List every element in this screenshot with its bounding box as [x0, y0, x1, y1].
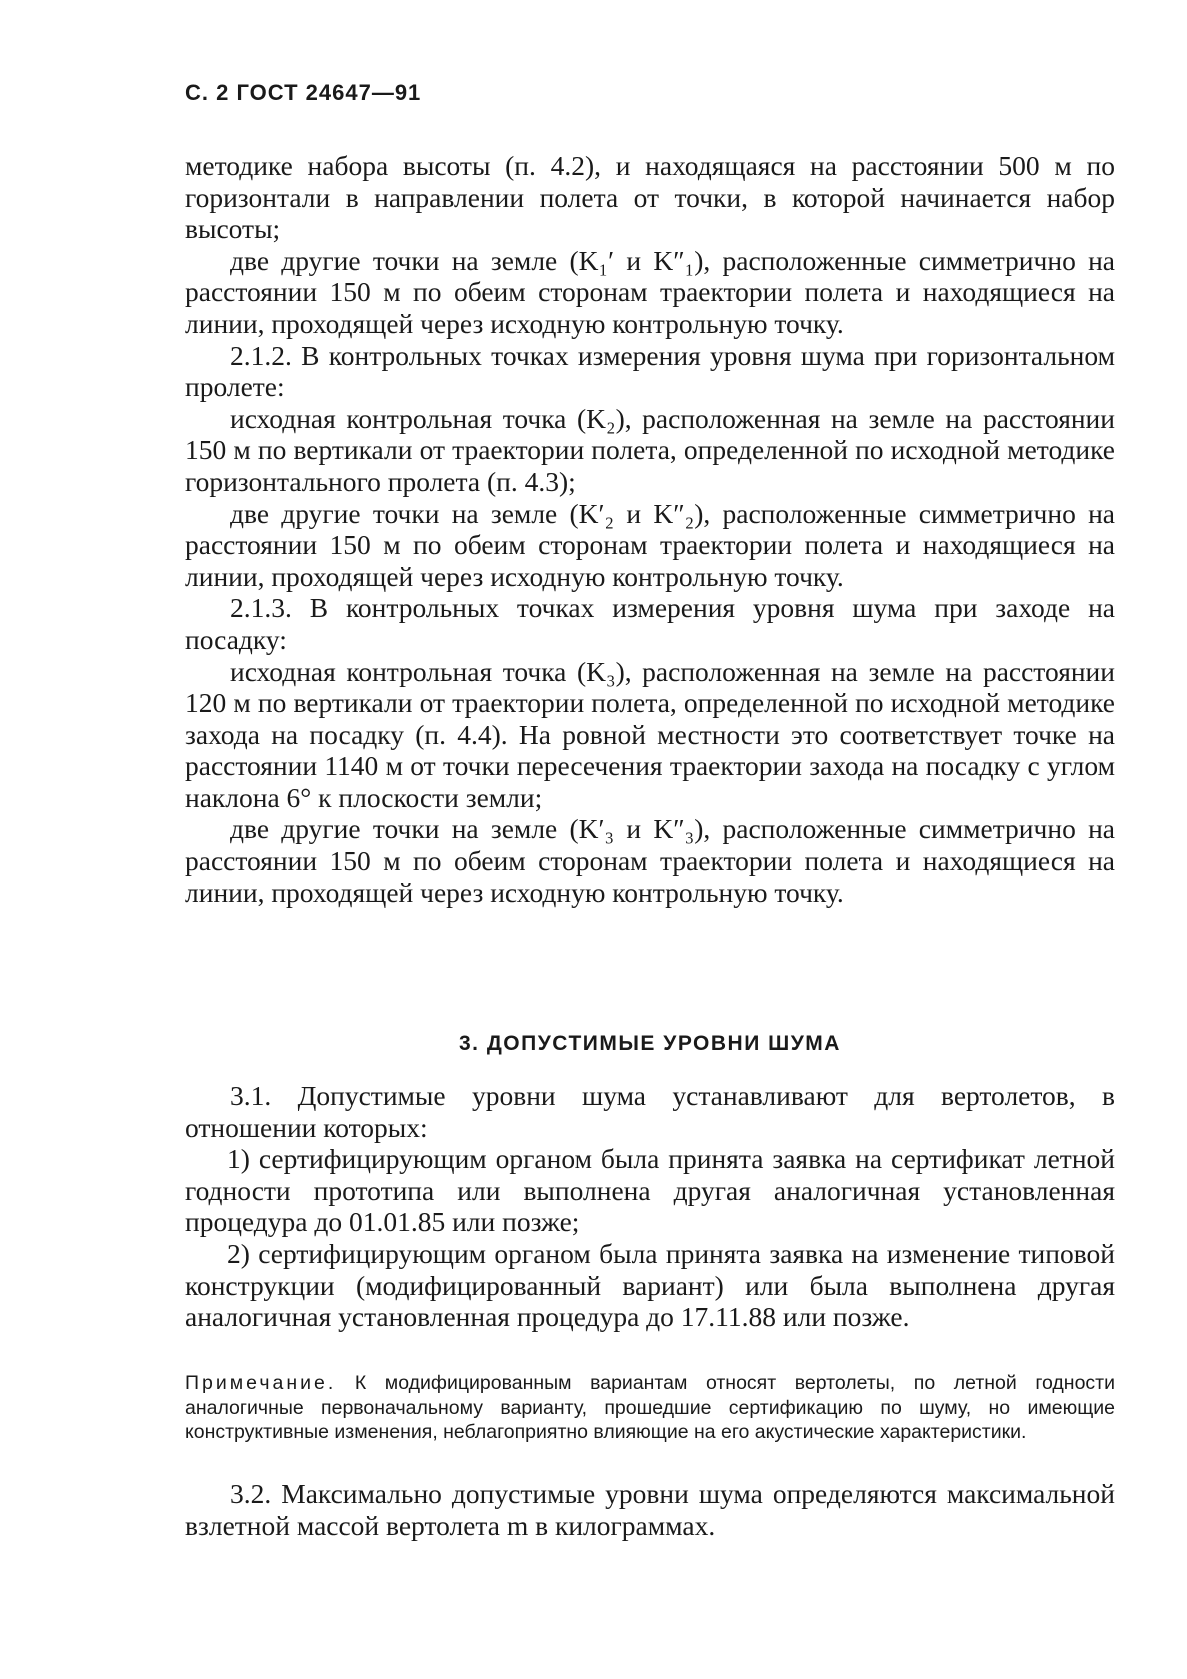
- paragraph: две другие точки на земле (K₁′ и K″₁), расположенные симметрично на расстоянии 150 м по обеим сторонам траектории полета и находящиеся на линии, проходящей через исходную контрольную точку.: [185, 244, 1115, 339]
- paragraph: исходная контрольная точка (K₂), расположенная на земле на расстоянии 150 м по вертикали от траектории полета, определенной по исходной методике горизонтального пролета (п. 4.3);: [185, 402, 1115, 497]
- paragraph: 2.1.2. В контрольных точках измерения уровня шума при горизонтальном пролете:: [185, 339, 1115, 403]
- note-text: К модифицированным вариантам относят вертолеты, по летной годности аналогичные первоначальному варианту, прошедшие сертификацию по шуму, но имеющие конструктивные изменения, неблагоприятно влияющие на его акустические характеристики.: [185, 1372, 1115, 1443]
- paragraph: 3.1. Допустимые уровни шума устанавливают для вертолетов, в отношении которых:: [185, 1080, 1115, 1143]
- paragraph: две другие точки на земле (K′₃ и K″₃), расположенные симметрично на расстоянии 150 м по обеим сторонам траектории полета и находящиеся на линии, проходящей через исходную контрольную точку.: [185, 813, 1115, 908]
- section-title: 3. ДОПУСТИМЫЕ УРОВНИ ШУМА: [459, 1032, 841, 1055]
- page-header: С. 2 ГОСТ 24647—91: [185, 80, 422, 105]
- section-3-body: [185, 1080, 1115, 1333]
- section-3-2-body: [185, 1478, 1115, 1541]
- note-label: Примечание.: [185, 1372, 337, 1394]
- section-2-body: [185, 150, 1115, 908]
- list-item: 1) сертифицирующим органом была принята заявка на сертификат летной годности прототипа или выполнена другая аналогичная установленная процедура до 01.01.85 или позже;: [185, 1143, 1115, 1238]
- paragraph: 3.2. Максимально допустимые уровни шума определяются максимальной взлетной массой вертолета m в килограммах.: [185, 1478, 1115, 1541]
- list-item: 2) сертифицирующим органом была принята заявка на изменение типовой конструкции (модифицированный вариант) или была выполнена другая аналогичная установленная процедура до 17.11.88 или позже.: [185, 1237, 1115, 1333]
- note: [185, 1371, 1115, 1445]
- paragraph: две другие точки на земле (K′₂ и K″₂), расположенные симметрично на расстоянии 150 м по обеим сторонам траектории полета и находящиеся на линии, проходящей через исходную контрольную точку.: [185, 497, 1115, 592]
- paragraph: 2.1.3. В контрольных точках измерения уровня шума при заходе на посадку:: [185, 592, 1115, 655]
- paragraph: исходная контрольная точка (K₃), расположенная на земле на расстоянии 120 м по вертикали от траектории полета, определенной по исходной методике захода на посадку (п. 4.4). На ровной местности это соответствует точке на расстоянии 1140 м от точки пересечения траектории захода на посадку с углом наклона 6° к плоскости земли;: [185, 655, 1115, 813]
- paragraph: методике набора высоты (п. 4.2), и находящаяся на расстоянии 500 м по горизонтали в направлении полета от точки, в которой начинается набор высоты;: [185, 150, 1115, 245]
